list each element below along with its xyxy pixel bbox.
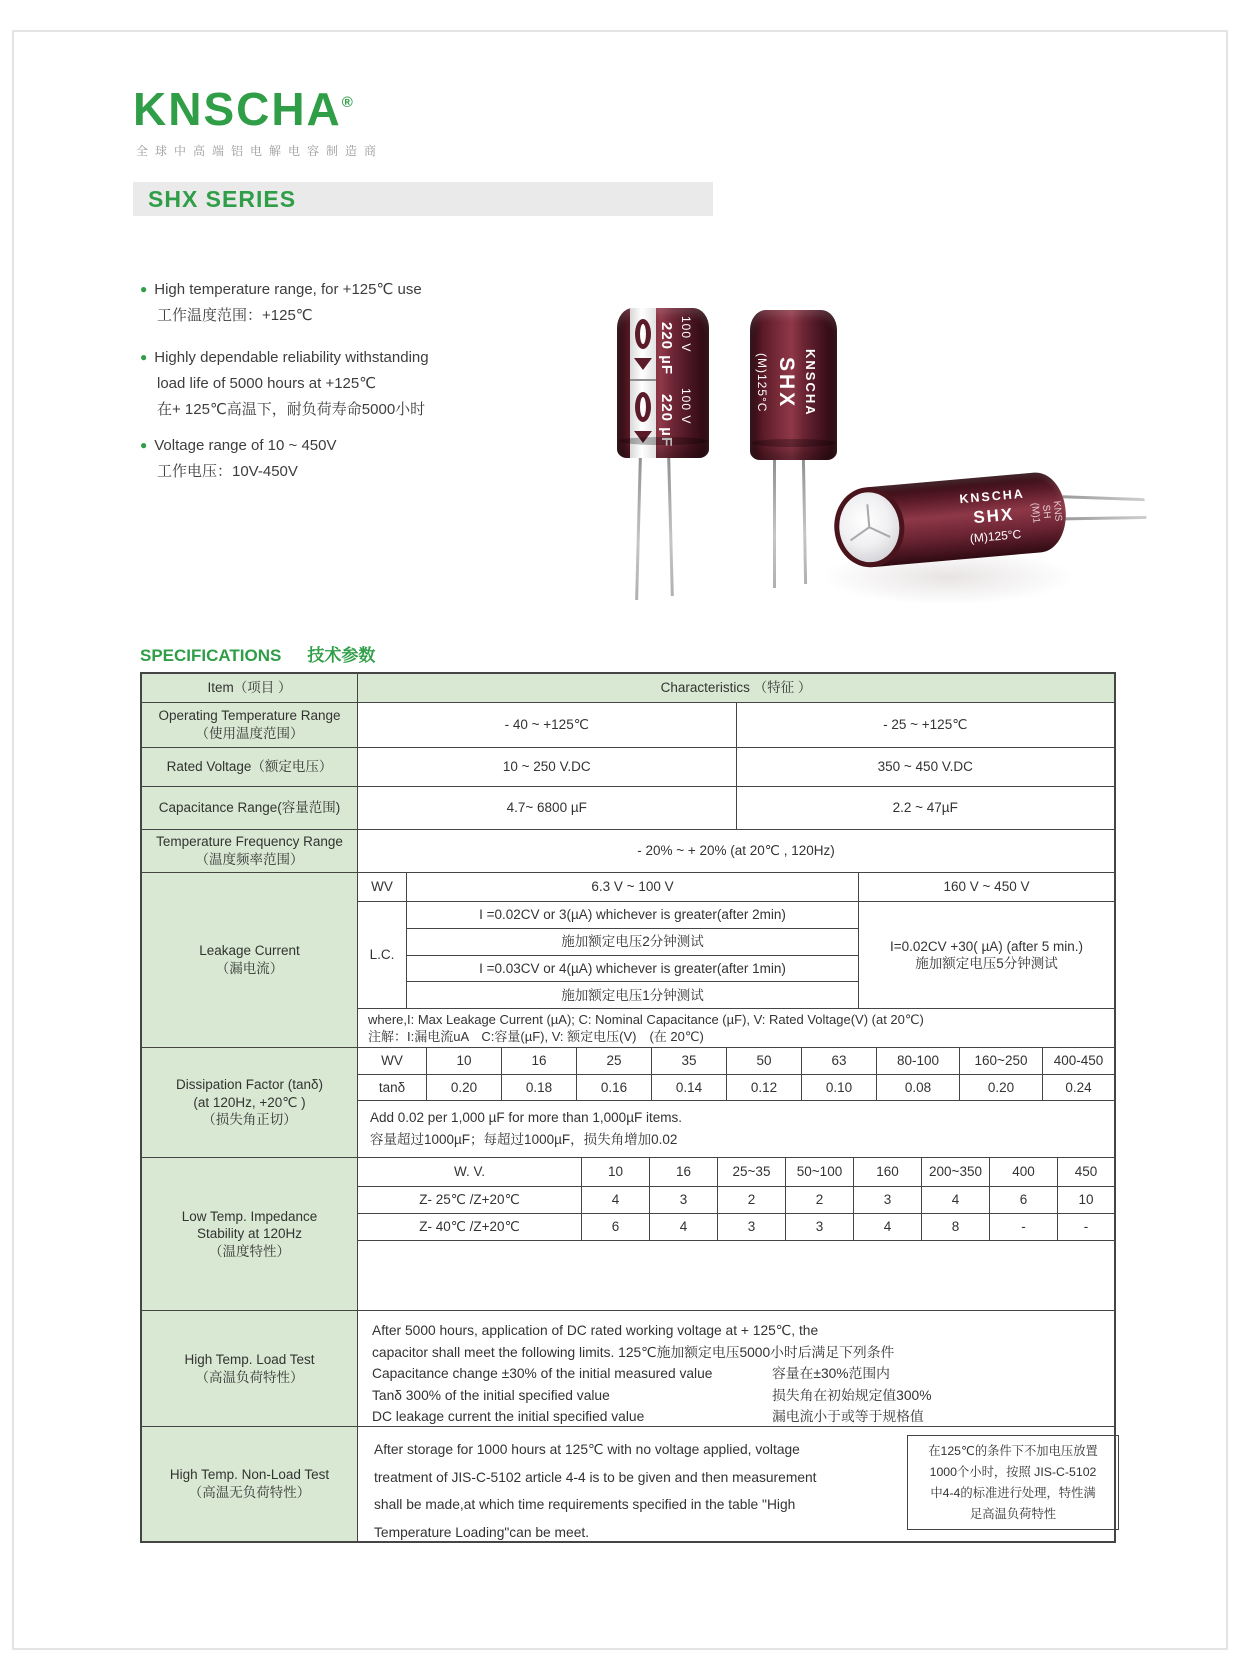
lti-z25-value: 2 — [717, 1187, 785, 1213]
feature-2-en2: load life of 5000 hours at +125℃ — [157, 375, 377, 392]
df-wv-col: 400-450 — [1042, 1048, 1114, 1074]
df-wv-col: 35 — [651, 1048, 726, 1074]
feature-2 — [140, 344, 429, 423]
leakage-range-low: 6.3 V ~ 100 V — [406, 873, 858, 901]
specifications-title — [140, 641, 375, 666]
lti-col: 400 — [989, 1158, 1057, 1186]
feature-1 — [140, 276, 422, 329]
cell-rated-voltage-high: 350 ~ 450 V.DC — [736, 748, 1115, 786]
row-dissipation-factor — [142, 1047, 1114, 1157]
label-rated-voltage: Rated Voltage（额定电压） — [142, 748, 357, 786]
lti-z25-value: 6 — [989, 1187, 1057, 1213]
label-high-temp-non-load: High Temp. Non-Load Test （高温无负荷特性） — [142, 1427, 357, 1541]
specifications-title-en: SPECIFICATIONS — [140, 646, 282, 665]
label-low-temp-impedance: Low Temp. Impedance Stability at 120Hz （温度特性） — [142, 1158, 357, 1310]
feature-2-cn: 在+ 125℃高温下，耐负荷寿命5000小时 — [157, 401, 426, 418]
df-wv-col: 16 — [501, 1048, 576, 1074]
lti-z40-value: - — [989, 1214, 1057, 1240]
df-tan-value: 0.24 — [1042, 1075, 1114, 1101]
cap1-capacitance-marking: 220 µF — [658, 322, 675, 375]
leakage-cn-1min: 施加额定电压1分钟测试 — [407, 981, 858, 1008]
lti-col: 160 — [853, 1158, 921, 1186]
lti-col: 450 — [1057, 1158, 1114, 1186]
vent-score-line — [850, 526, 870, 541]
lti-col: 50~100 — [785, 1158, 853, 1186]
vent-score-line — [869, 526, 891, 538]
lti-wv-header: W. V. — [453, 1164, 485, 1180]
series-title-bar — [133, 182, 713, 216]
cap3-series-marking: SHX — [972, 504, 1016, 527]
high-temp-load-text — [357, 1311, 1114, 1426]
df-wv-col: 50 — [726, 1048, 801, 1074]
cap1-capacitance-marking: 220 µF — [658, 394, 675, 447]
label-high-temp-load: High Temp. Load Test （高温负荷特性） — [142, 1311, 357, 1426]
df-wv-header: WV — [381, 1052, 403, 1068]
feature-3 — [140, 432, 336, 485]
bullet-icon: ● — [140, 350, 148, 364]
df-wv-col: 10 — [426, 1048, 501, 1074]
lti-z40-label: Z- 40℃ /Z+20℃ — [419, 1219, 520, 1235]
series-title: SHX SERIES — [148, 186, 297, 212]
cap3-markings — [947, 481, 1040, 552]
leakage-note-row — [358, 1008, 1114, 1047]
leakage-wv-row — [358, 873, 1114, 901]
leakage-wv-header: WV — [371, 879, 393, 895]
row-rated-voltage — [142, 747, 1114, 786]
row-high-temp-non-load — [142, 1426, 1114, 1541]
cap2-series-marking: SHX — [775, 356, 798, 410]
leakage-high-condition: I=0.02CV +30( µA) (after 5 min.) 施加额定电压5分钟测试 — [858, 902, 1114, 1009]
row-high-temp-load — [142, 1310, 1114, 1426]
df-tan-value: 0.16 — [576, 1075, 651, 1101]
bullet-icon: ● — [140, 438, 148, 452]
cap3-wrapped-print-edge: KNS SH (M)1 — [1028, 500, 1064, 524]
lti-z40-row — [358, 1213, 1114, 1240]
row-leakage-current — [142, 872, 1114, 1047]
lti-z25-value: 4 — [921, 1187, 989, 1213]
df-tan-value: 0.12 — [726, 1075, 801, 1101]
htl-line3: Capacitance change ±30% of the initial measured value 容量在±30%范围内 — [372, 1366, 890, 1381]
leakage-lc-header: L.C. — [369, 947, 395, 963]
cell-op-temp-high-range: - 25 ~ +125℃ — [736, 703, 1115, 747]
lti-z25-row — [358, 1186, 1114, 1213]
cap1-voltage-marking: 100 V — [679, 316, 693, 353]
registered-mark: ® — [341, 94, 353, 111]
lti-col: 200~350 — [921, 1158, 989, 1186]
lti-z40-value: 6 — [581, 1214, 649, 1240]
lti-wv-row — [358, 1158, 1114, 1186]
capacitor-2-lead — [773, 458, 776, 588]
dissipation-note-row — [358, 1100, 1114, 1157]
cap2-markings — [755, 322, 818, 444]
cell-capacitance-low: 4.7~ 6800 µF — [357, 787, 736, 829]
low-temp-subtable — [357, 1158, 1114, 1310]
cap-crimp-ring — [618, 437, 708, 445]
htl-line1: After 5000 hours, application of DC rated working voltage at + 125℃, the — [372, 1323, 819, 1338]
df-tan-value: 0.08 — [876, 1075, 959, 1101]
capacitor-2 — [750, 310, 837, 460]
specifications-title-cn: 技术参数 — [307, 646, 376, 665]
specifications-table — [140, 672, 1116, 1543]
cap-crimp-ring — [751, 439, 836, 447]
df-tan-value: 0.18 — [501, 1075, 576, 1101]
df-wv-col: 63 — [801, 1048, 876, 1074]
feature-3-en: ● Voltage range of 10 ~ 450V — [140, 437, 337, 454]
lti-z40-value: - — [1057, 1214, 1114, 1240]
non-load-paragraph: After storage for 1000 hours at 125℃ with no voltage applied, voltage treatment of JIS-C-5102 article 4-4 is to be given and then measurement shall be made,at which time requirements specified in the table "High Temperature Loading"can be meet. — [374, 1442, 817, 1540]
leakage-low-conditions — [406, 902, 858, 1009]
lti-z25-value: 4 — [581, 1187, 649, 1213]
header-item: Item（项目 ） — [142, 674, 357, 702]
df-tan-value: 0.10 — [801, 1075, 876, 1101]
lti-z25-value: 10 — [1057, 1187, 1114, 1213]
polarity-zero-mark — [635, 392, 651, 422]
df-wv-col: 25 — [576, 1048, 651, 1074]
table-header-row — [142, 674, 1114, 702]
label-temp-frequency: Temperature Frequency Range （温度频率范围） — [142, 830, 357, 872]
dissipation-note: Add 0.02 per 1,000 µF for more than 1,000µF items. 容量超过1000µF；每超过1000µF，损失角增加0.02 — [370, 1110, 682, 1147]
df-wv-col: 160~250 — [959, 1048, 1042, 1074]
lti-z25-label: Z- 25℃ /Z+20℃ — [419, 1192, 520, 1208]
brand-logo-text: KNSCHA — [133, 83, 342, 135]
high-temp-non-load-content — [357, 1427, 1114, 1541]
cell-op-temp-low-range: - 40 ~ +125℃ — [357, 703, 736, 747]
label-dissipation-factor: Dissipation Factor (tanδ) (at 120Hz, +20℃ ) （损失角正切） — [142, 1048, 357, 1157]
polarity-zero-mark — [635, 319, 651, 349]
feature-1-en: ● High temperature range, for +125℃ use — [140, 281, 422, 298]
leakage-range-high: 160 V ~ 450 V — [858, 873, 1114, 901]
lti-col: 10 — [581, 1158, 649, 1186]
lti-z25-value: 3 — [853, 1187, 921, 1213]
leakage-lc-rows — [358, 901, 1114, 1009]
cap3-temp-marking: (M)125°C — [969, 526, 1022, 546]
df-tan-header: tanδ — [378, 1079, 406, 1095]
lti-z40-value: 3 — [785, 1214, 853, 1240]
cap3-brand-marking: KNSCHA — [958, 486, 1026, 507]
df-tan-value: 0.20 — [426, 1075, 501, 1101]
label-capacitance-range: Capacitance Range(容量范围) — [142, 787, 357, 829]
feature-1-cn: 工作温度范围：+125℃ — [157, 307, 313, 324]
lti-z25-value: 2 — [785, 1187, 853, 1213]
htl-line5: DC leakage current the initial specified value 漏电流小于或等于规格值 — [372, 1409, 924, 1424]
capacitor-1 — [617, 308, 709, 458]
dissipation-tan-row — [358, 1074, 1114, 1101]
brand-tagline: 全球中高端铝电解电容制造商 — [136, 144, 384, 158]
cell-rated-voltage-low: 10 ~ 250 V.DC — [357, 748, 736, 786]
lti-z25-value: 3 — [649, 1187, 717, 1213]
cap2-temp-marking: (M)125°C — [755, 353, 769, 413]
row-low-temp-impedance — [142, 1157, 1114, 1310]
dissipation-subtable — [357, 1048, 1114, 1157]
leakage-note: where,I: Max Leakage Current (µA); C: Nominal Capacitance (µF), V: Rated Voltage(V) (at 20℃) 注解：I:漏电流uA C:容量(µF), V: 额定电压(V) (在 20℃) — [368, 1011, 924, 1045]
lti-z40-value: 3 — [717, 1214, 785, 1240]
row-capacitance-range — [142, 786, 1114, 829]
label-leakage-current: Leakage Current （漏电流） — [142, 873, 357, 1047]
lti-col: 25~35 — [717, 1158, 785, 1186]
lti-empty-area — [358, 1240, 1114, 1310]
vent-score-line — [866, 504, 870, 527]
row-operating-temp — [142, 702, 1114, 747]
header-characteristics: Characteristics （特征 ） — [357, 674, 1114, 702]
leakage-subtable — [357, 873, 1114, 1047]
row-temp-frequency — [142, 829, 1114, 872]
leakage-formula-1min: I =0.03CV or 4(µA) whichever is greater(after 1min) — [407, 955, 858, 982]
df-tan-value: 0.20 — [959, 1075, 1042, 1101]
leakage-formula-2min: I =0.02CV or 3(µA) whichever is greater(after 2min) — [479, 906, 786, 922]
polarity-chevron-icon — [634, 358, 652, 370]
cell-capacitance-high: 2.2 ~ 47µF — [736, 787, 1115, 829]
htl-line2: capacitor shall meet the following limits. 125℃施加额定电压5000小时后满足下列条件 — [372, 1344, 895, 1360]
leakage-cn-2min: 施加额定电压2分钟测试 — [407, 928, 858, 955]
htl-line4: Tanδ 300% of the initial specified value 损失角在初始规定值300% — [372, 1387, 932, 1403]
df-wv-col: 80-100 — [876, 1048, 959, 1074]
polarity-stripe — [630, 308, 656, 458]
cap2-brand-marking: KNSCHA — [803, 349, 818, 417]
cell-temp-frequency: - 20% ~ + 20% (at 20℃ , 120Hz) — [357, 830, 1114, 872]
feature-2-en1: ● Highly dependable reliability withstanding — [140, 349, 429, 366]
df-tan-value: 0.14 — [651, 1075, 726, 1101]
label-operating-temp: Operating Temperature Range （使用温度范围） — [142, 703, 357, 747]
lti-z40-value: 8 — [921, 1214, 989, 1240]
lti-z40-value: 4 — [649, 1214, 717, 1240]
brand-logo — [133, 83, 353, 135]
cap1-voltage-marking: 100 V — [679, 388, 693, 425]
non-load-cn-box: 在125℃的条件下不加电压放置 1000个小时，按照 JIS-C-5102 中4-4的标准进行处理，特性满 足高温负荷特性 — [907, 1435, 1119, 1530]
dissipation-wv-row — [358, 1048, 1114, 1074]
feature-3-cn: 工作电压：10V-450V — [157, 463, 298, 480]
stripe-divider — [630, 379, 656, 381]
bullet-icon: ● — [140, 282, 148, 296]
lti-z40-value: 4 — [853, 1214, 921, 1240]
lti-col: 16 — [649, 1158, 717, 1186]
